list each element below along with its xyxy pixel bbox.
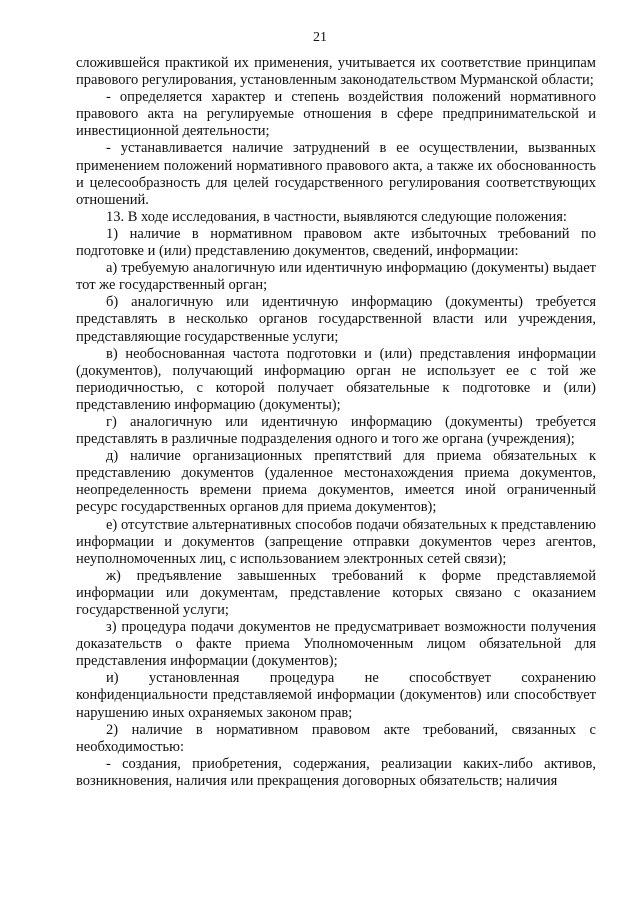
paragraph: е) отсутствие альтернативных способов подачи обязательных к представлению информации и документов (запрещение отправки документов через агентов, неуполномоченных лиц, с использованием электронных сетей связи); bbox=[76, 516, 596, 567]
paragraph: - устанавливается наличие затруднений в ее осуществлении, вызванных применением положений нормативного правового акта, а также их обоснованность и целесообразность для целей государственного регулирования соответствующих отношений. bbox=[76, 140, 596, 208]
paragraph: г) аналогичную или идентичную информацию (документы) требуется представлять в различные подразделения одного и того же органа (учреждения); bbox=[76, 413, 596, 448]
paragraph: в) необоснованная частота подготовки и (или) представления информации (документов), получающий информацию орган не использует ее с той же периодичностью, с которой получает обязательные к подготовке и (или) представлению информацию (документы); bbox=[76, 345, 596, 413]
paragraph: - создания, приобретения, содержания, реализации каких-либо активов, возникновения, наличия или прекращения договорных обязательств; наличия bbox=[76, 755, 596, 789]
paragraph: и) установленная процедура не способствует сохранению конфиденциальности представляемой информации (документов) или способствует нарушению иных охраняемых законом прав; bbox=[76, 670, 596, 721]
paragraph: сложившейся практикой их применения, учитывается их соответствие принципам правового регулирования, установленным законодательством Мурманской области; bbox=[76, 55, 596, 89]
paragraph: - определяется характер и степень воздействия положений нормативного правового акта на регулируемые отношения в сфере предпринимательской и инвестиционной деятельности; bbox=[76, 89, 596, 140]
paragraph: 1) наличие в нормативном правовом акте избыточных требований по подготовке и (или) представлению документов, сведений, информации: bbox=[76, 225, 596, 260]
paragraph: з) процедура подачи документов не предусматривает возможности получения доказательств о факте приема Уполномоченным лицом обязательной для представления информации (документов); bbox=[76, 619, 596, 670]
paragraph: 2) наличие в нормативном правовом акте требований, связанных с необходимостью: bbox=[76, 721, 596, 755]
paragraph: 13. В ходе исследования, в частности, выявляются следующие положения: bbox=[106, 208, 567, 225]
page-number: 21 bbox=[313, 30, 327, 45]
paragraph: д) наличие организационных препятствий для приема обязательных к представлению документов (удаленное местонахождения приема документов, неопределенность времени приема документов, имеется иной ограниченный ресурс государственных органов для приема документов); bbox=[76, 448, 596, 516]
document-body bbox=[76, 55, 596, 790]
paragraph: ж) предъявление завышенных требований к форме представляемой информации или документам, представление которых связано с оказанием государственной услуги; bbox=[76, 567, 596, 618]
paragraph: а) требуемую аналогичную или идентичную информацию (документы) выдает тот же государственный орган; bbox=[76, 260, 596, 294]
paragraph: б) аналогичную или идентичную информацию (документы) требуется представлять в несколько органов государственной власти или учреждения, представляющие государственные услуги; bbox=[76, 294, 596, 345]
